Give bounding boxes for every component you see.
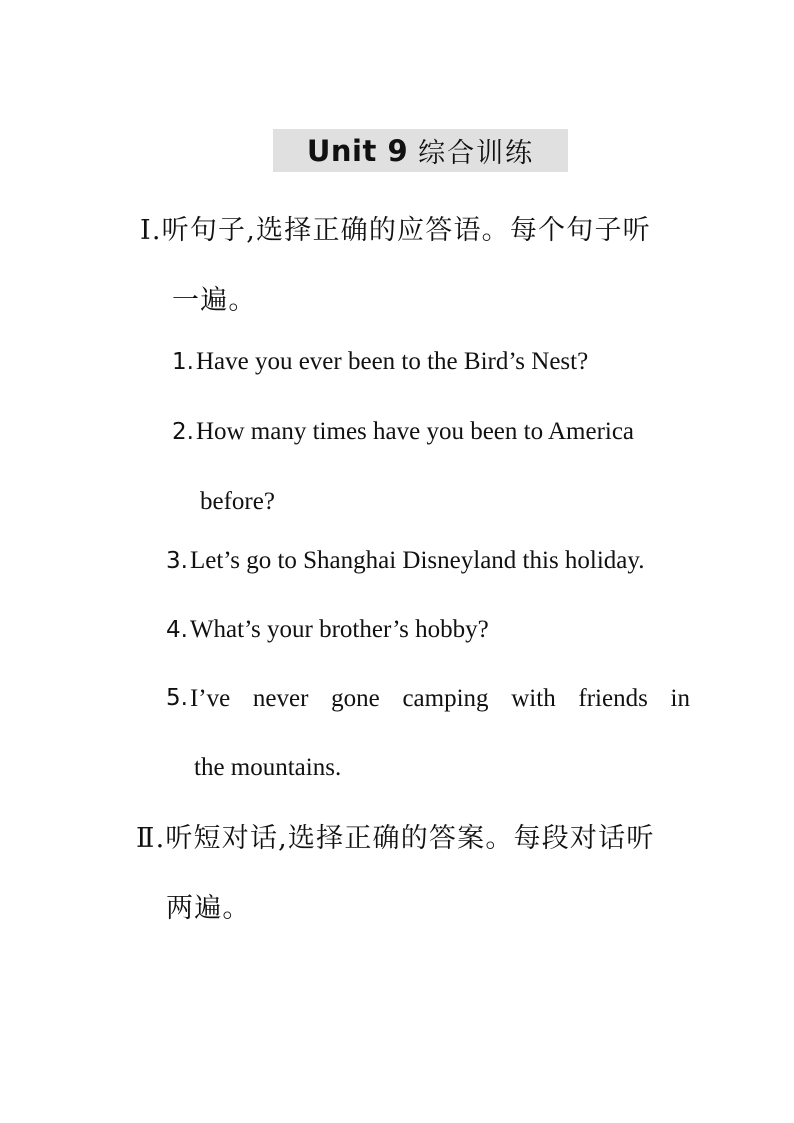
question-item-2-continuation: before?	[200, 488, 275, 515]
question-item-2	[172, 418, 634, 446]
question-number: 1.	[172, 349, 194, 375]
unit-subtitle: 综合训练	[418, 138, 535, 169]
question-number: 3.	[166, 548, 188, 574]
question-number: 4.	[166, 617, 188, 643]
unit-label: Unit 9	[306, 133, 409, 168]
question-item-3	[166, 547, 645, 575]
question-item-5	[166, 685, 690, 713]
question-text: Have you ever been to the Bird’s Nest?	[195, 348, 589, 375]
question-text: Let’s go to Shanghai Disneyland this holiday.	[189, 547, 645, 574]
question-text: How many times have you been to America	[195, 418, 635, 445]
question-item-5-continuation: the mountains.	[194, 754, 342, 781]
section2-instruction-line1: .听短对话,选择正确的答案。每段对话听	[155, 823, 655, 854]
section1-instruction-line2: 一遍。	[172, 285, 257, 316]
section1-numeral: Ⅰ	[140, 215, 152, 245]
question-item-1	[172, 348, 588, 376]
question-word: never	[252, 685, 309, 712]
question-word: friends	[578, 685, 648, 712]
section2-instruction-line2: 两遍。	[166, 893, 251, 924]
section2-numeral: Ⅱ	[136, 823, 156, 853]
question-number: 2.	[172, 419, 194, 445]
question-word: camping	[402, 685, 489, 712]
section1-instruction-line1: .听句子,选择正确的应答语。每个句子听	[151, 215, 651, 246]
question-word: with	[511, 685, 556, 712]
section1-instruction	[140, 208, 651, 247]
question-text: What’s your brother’s hobby?	[189, 616, 489, 643]
section2-instruction	[136, 816, 655, 855]
unit-title-banner	[273, 129, 568, 172]
question-text-justified	[190, 685, 690, 713]
question-number: 5.	[166, 685, 188, 711]
question-word: in	[670, 685, 690, 712]
question-word: gone	[331, 685, 380, 712]
question-word: I’ve	[189, 685, 231, 712]
question-item-4	[166, 616, 489, 644]
